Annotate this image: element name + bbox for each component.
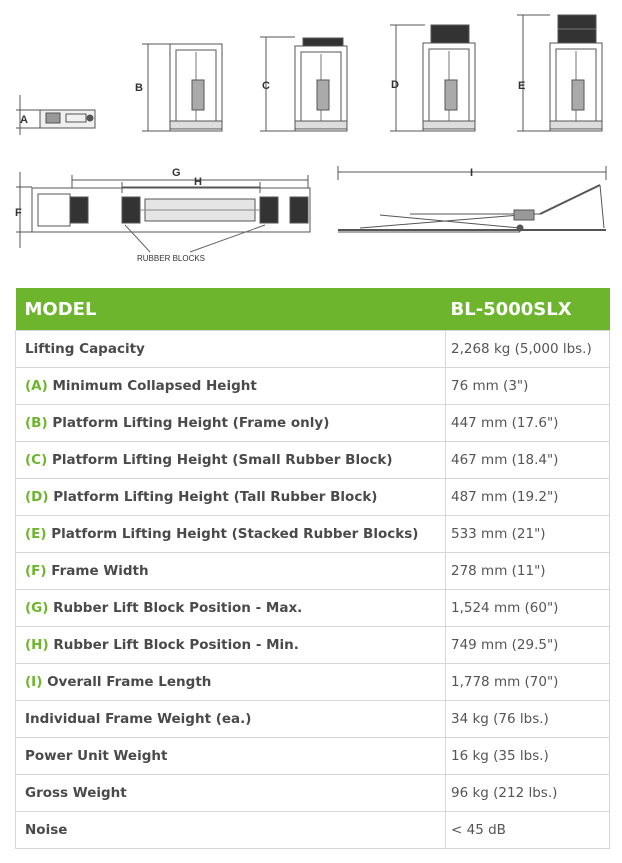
spec-label-text: Individual Frame Weight (ea.) xyxy=(25,711,252,727)
model-value-header: BL-5000SLX xyxy=(446,288,610,331)
table-row xyxy=(16,701,610,738)
dim-letter-a: A xyxy=(20,114,28,126)
table-row xyxy=(16,368,610,405)
spec-label xyxy=(16,405,446,442)
dimension-letter: (H) xyxy=(25,637,49,653)
dim-letter-i: I xyxy=(470,167,474,179)
spec-value: 1,778 mm (70") xyxy=(446,664,610,701)
dimension-letter: (C) xyxy=(25,452,48,468)
spec-label-text: Platform Lifting Height (Small Rubber Block) xyxy=(51,452,393,468)
dimension-letter: (G) xyxy=(25,600,49,616)
spec-value: 467 mm (18.4") xyxy=(446,442,610,479)
table-row xyxy=(16,442,610,479)
spec-label xyxy=(16,627,446,664)
spec-value: 2,268 kg (5,000 lbs.) xyxy=(446,331,610,368)
spec-label xyxy=(16,442,446,479)
view-top xyxy=(16,172,310,252)
table-row xyxy=(16,553,610,590)
dimension-letter: (I) xyxy=(25,674,43,690)
spec-label-text: Rubber Lift Block Position - Max. xyxy=(53,600,303,616)
table-header-row xyxy=(16,288,610,331)
spec-label-text: Platform Lifting Height (Tall Rubber Block) xyxy=(53,489,378,505)
dim-letter-d: D xyxy=(391,79,399,91)
spec-label-text: Power Unit Weight xyxy=(25,748,168,764)
spec-label xyxy=(16,479,446,516)
spec-label xyxy=(16,738,446,775)
rubber-blocks-label: RUBBER BLOCKS xyxy=(137,254,206,263)
spec-value: 447 mm (17.6") xyxy=(446,405,610,442)
spec-label-text: Overall Frame Length xyxy=(47,674,212,690)
table-row xyxy=(16,627,610,664)
spec-label-text: Noise xyxy=(25,822,68,838)
spec-label-text: Gross Weight xyxy=(25,785,127,801)
spec-value: 76 mm (3") xyxy=(446,368,610,405)
view-stacked-blocks xyxy=(517,15,602,131)
spec-value: 96 kg (212 lbs.) xyxy=(446,775,610,812)
spec-label xyxy=(16,701,446,738)
dim-letter-b: B xyxy=(135,82,143,94)
spec-value: 16 kg (35 lbs.) xyxy=(446,738,610,775)
table-row xyxy=(16,479,610,516)
spec-label-text: Lifting Capacity xyxy=(25,341,145,357)
spec-table xyxy=(15,288,610,849)
spec-label xyxy=(16,812,446,849)
dim-letter-c: C xyxy=(262,80,270,92)
technical-drawing xyxy=(0,0,622,280)
spec-value: 34 kg (76 lbs.) xyxy=(446,701,610,738)
spec-value: 278 mm (11") xyxy=(446,553,610,590)
spec-label-text: Frame Width xyxy=(51,563,149,579)
dimension-letter: (F) xyxy=(25,563,47,579)
table-row xyxy=(16,664,610,701)
spec-label xyxy=(16,590,446,627)
spec-label xyxy=(16,368,446,405)
spec-label-text: Platform Lifting Height (Frame only) xyxy=(52,415,330,431)
table-row xyxy=(16,738,610,775)
table-row xyxy=(16,405,610,442)
view-tall-block xyxy=(390,25,475,131)
spec-value: 487 mm (19.2") xyxy=(446,479,610,516)
spec-label xyxy=(16,664,446,701)
table-row xyxy=(16,516,610,553)
spec-label xyxy=(16,331,446,368)
view-frame-only xyxy=(142,44,222,131)
spec-label-text: Platform Lifting Height (Stacked Rubber Blocks) xyxy=(51,526,419,542)
dim-letter-e: E xyxy=(518,80,526,92)
table-row xyxy=(16,775,610,812)
table-row xyxy=(16,331,610,368)
table-row xyxy=(16,812,610,849)
spec-label xyxy=(16,516,446,553)
dim-letter-g: G xyxy=(172,167,181,179)
spec-label xyxy=(16,553,446,590)
dim-letter-h: H xyxy=(194,176,202,188)
spec-label xyxy=(16,775,446,812)
dimension-letter: (D) xyxy=(25,489,49,505)
dimension-letter: (B) xyxy=(25,415,48,431)
spec-value: 533 mm (21") xyxy=(446,516,610,553)
dimension-letter: (A) xyxy=(25,378,48,394)
spec-value: 749 mm (29.5") xyxy=(446,627,610,664)
model-header: MODEL xyxy=(16,288,446,331)
dimension-letter: (E) xyxy=(25,526,47,542)
dim-letter-f: F xyxy=(15,207,22,219)
table-row xyxy=(16,590,610,627)
spec-value: 1,524 mm (60") xyxy=(446,590,610,627)
spec-label-text: Rubber Lift Block Position - Min. xyxy=(53,637,299,653)
view-small-block xyxy=(260,37,347,131)
spec-value: < 45 dB xyxy=(446,812,610,849)
spec-label-text: Minimum Collapsed Height xyxy=(52,378,257,394)
